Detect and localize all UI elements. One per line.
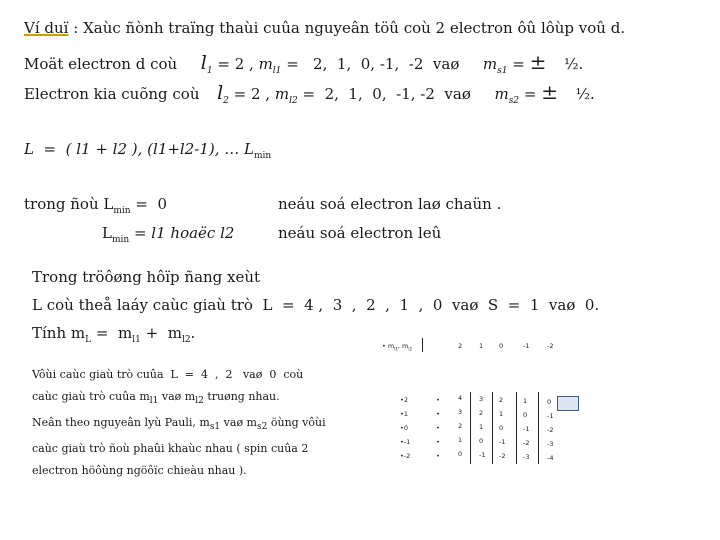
para-line-3-text: Neân theo nguyeân lyù Pauli, m: [32, 416, 210, 430]
L-values-line: L coù theå laáy caùc giaù trò L = 4 , 3 , 2 , 1 , 0 vaø S = 1 vaø 0.: [32, 296, 600, 314]
ms1-symbol: m: [482, 55, 498, 73]
para-line-3-mid: vaø m: [220, 416, 257, 430]
table-corner-sub2: l2: [408, 346, 413, 352]
table-cell: -1: [499, 438, 506, 446]
example-label: Ví duï: [24, 19, 69, 37]
Lmin-even-value: = 0: [135, 195, 167, 213]
para-line-3-end: öùng vôùi: [267, 416, 326, 430]
ms1-value: ½.: [563, 55, 584, 73]
ml2-subscript: l2: [289, 96, 298, 106]
electron2-line: [24, 80, 595, 106]
ml1-symbol: m: [258, 55, 273, 73]
para-line-2-sub2: l2: [195, 396, 204, 407]
table-cell: 1: [523, 397, 528, 406]
explanation-paragraph: [32, 364, 326, 482]
table-row-bullet: •: [436, 438, 440, 446]
ms2-subscript: s2: [508, 96, 520, 106]
ml1-term: = m: [95, 324, 133, 342]
table-cell: -1: [547, 412, 554, 421]
ml2-term-subscript: l2: [181, 335, 191, 345]
table-column-divider: [538, 392, 539, 464]
table-cell: -1: [479, 450, 486, 459]
table-corner-sub1: l1: [394, 346, 398, 352]
electron2-text: Electron kia cuõng coù: [24, 85, 200, 103]
para-line-5: electron höôùng ngöôïc chieàu nhau ).: [32, 464, 247, 478]
Lmin-odd-value: = l1 hoaëc l2: [133, 224, 235, 242]
table-row-label: •-2: [400, 452, 411, 460]
ml-sum-table: [370, 330, 590, 470]
table-cell: -3: [547, 440, 554, 449]
table-row-label: •2: [400, 396, 408, 404]
l2-symbol: l: [217, 82, 224, 104]
table-cell: -3: [523, 453, 530, 462]
electron1-line: [24, 50, 583, 76]
para-line-4: caùc giaù trò ñoù phaûi khaùc nhau ( spin cuûa 2: [32, 442, 309, 456]
table-header-divider: [422, 338, 423, 352]
ml1-subscript: l1: [272, 66, 282, 76]
plus-minus-symbol: ±: [529, 50, 547, 74]
table-row-label: •-1: [400, 438, 411, 446]
L-formula: [24, 140, 271, 161]
ms1-subscript: s1: [497, 66, 508, 76]
mL-label: Tính m: [32, 324, 86, 342]
table-cell: 3: [479, 394, 484, 403]
ml2-symbol: m: [274, 85, 290, 103]
example-text: : Xaùc ñònh traïng thaùi cuûa nguyeân töû coù 2 electron ôû lôùp voû d.: [73, 19, 626, 37]
table-column-divider: [470, 392, 471, 464]
table-row-bullet: •: [436, 424, 440, 432]
para-line-2-mid: vaø m: [158, 390, 196, 403]
para-line-3: [32, 412, 326, 438]
example-line: [24, 19, 625, 37]
table-row-label: •1: [400, 410, 408, 418]
table-header-cell: -1: [523, 342, 530, 350]
mL-period: .: [190, 324, 196, 342]
l1-subscript: 1: [206, 66, 213, 76]
table-cell: 0: [479, 436, 484, 445]
table-cell: 0: [458, 449, 463, 458]
L-formula-text: L = ( l1 + l2 ), (l1+l2-1), … L: [24, 140, 254, 158]
table-corner-label: [382, 342, 412, 351]
ms1-equals: =: [512, 55, 525, 73]
table-cell: 1: [458, 435, 463, 444]
table-cell: 1: [479, 422, 484, 431]
case-heading: Trong tröôøng hôïp ñang xeùt: [32, 268, 261, 286]
table-column-divider: [492, 392, 493, 464]
para-line-2-end: truøng nhau.: [203, 390, 280, 403]
ms2-symbol: m: [494, 85, 509, 103]
plus-minus-symbol: ±: [541, 80, 558, 104]
table-header-cell: 0: [499, 342, 504, 350]
table-column-divider: [516, 392, 517, 464]
ms2-equals: =: [523, 85, 537, 103]
l2-subscript: 2: [223, 96, 229, 106]
ml1-term-subscript: l1: [132, 335, 141, 345]
table-cell: 2: [458, 421, 463, 430]
para-line-3-sub2: s2: [257, 422, 268, 433]
ms2-value: ½.: [575, 85, 595, 103]
table-cell: -1: [523, 425, 530, 434]
table-row-label: •0: [400, 424, 408, 432]
para-line-2: [32, 386, 326, 412]
Lmin-odd-condition: neáu soá electron leû: [278, 224, 442, 242]
table-cell: 0: [499, 424, 504, 432]
table-row-bullet: •: [436, 396, 440, 404]
table-cell: 4: [458, 393, 463, 402]
table-corner-text: • m: [382, 342, 395, 350]
ml2-term: + m: [145, 324, 182, 342]
Lmin-even-label: trong ñoù L: [24, 195, 114, 213]
l2-value: = 2 ,: [233, 85, 271, 103]
table-cell: 2: [499, 396, 504, 404]
electron1-text: Moät electron d coù: [24, 55, 178, 73]
Lmin-subscript: min: [113, 206, 131, 216]
Lmin-even-condition: neáu soá electron laø chaün .: [278, 195, 502, 213]
table-cell: -2: [547, 426, 554, 435]
para-line-3-sub1: s1: [209, 422, 221, 433]
Lmin-odd-line: [102, 224, 234, 245]
table-header-cell: -2: [547, 342, 554, 350]
table-cell: 1: [499, 410, 504, 418]
para-line-2-sub1: l1: [149, 396, 159, 407]
table-cell: 3: [458, 407, 463, 416]
mL-subscript: L: [85, 335, 92, 345]
table-cell: -2: [499, 452, 506, 460]
mL-formula: [32, 324, 195, 345]
table-header-cell: 2: [458, 342, 463, 350]
Lmin-subscript: min: [111, 235, 130, 245]
table-header-cell: 1: [479, 342, 484, 350]
table-cell: -4: [547, 454, 554, 463]
table-cell: -2: [523, 439, 530, 448]
l1-symbol: l: [200, 52, 207, 74]
table-row-bullet: •: [436, 410, 440, 418]
ml2-values: = 2, 1, 0, -1, -2 vaø: [302, 85, 471, 103]
table-corner-mid: , m: [397, 342, 409, 350]
table-cell: 0: [547, 398, 552, 407]
Lmin-even-line: [24, 195, 167, 216]
Lmin-odd-label: L: [102, 224, 112, 242]
para-line-1: Vôùi caùc giaù trò cuûa L = 4 , 2 vaø 0 coù: [32, 368, 304, 381]
L-min-subscript: min: [254, 151, 272, 161]
para-line-2-text: caùc giaù trò cuûa m: [32, 390, 150, 403]
table-cell: 0: [523, 411, 528, 420]
table-highlight-box: [557, 396, 579, 411]
ml1-values: = 2, 1, 0, -1, -2 vaø: [286, 55, 460, 73]
table-cell: 2: [479, 408, 484, 417]
table-row-bullet: •: [436, 452, 440, 460]
l1-value: = 2 ,: [217, 55, 254, 73]
